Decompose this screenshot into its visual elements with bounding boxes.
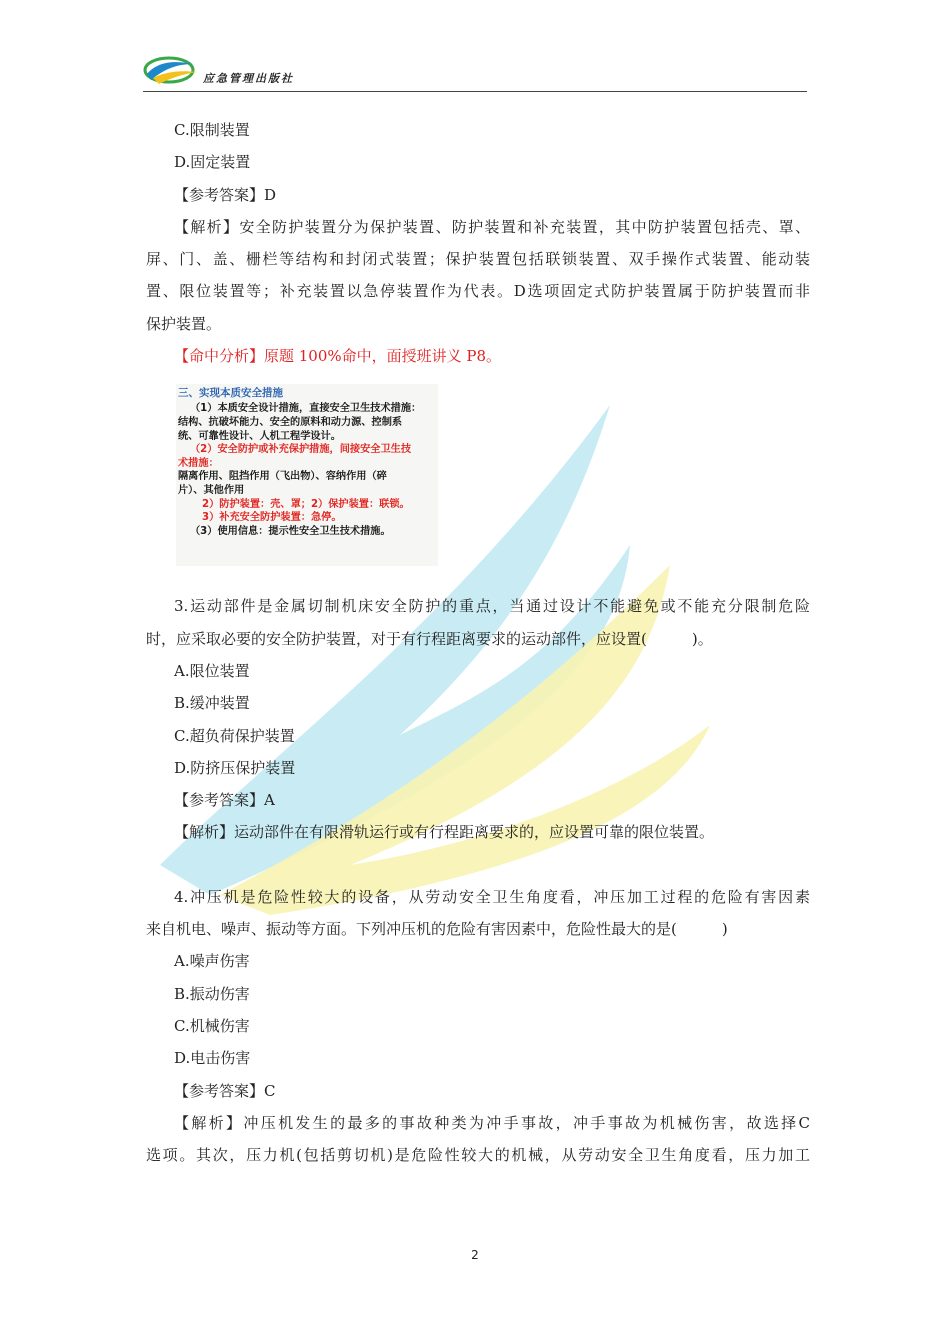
- paragraph-gap: [146, 849, 810, 881]
- slide-line: 术措施：: [178, 457, 219, 469]
- q2-option-c: C.限制装置: [174, 121, 250, 139]
- q3-stem-line: 3.运动部件是金属切制机床安全防护的重点，当通过设计不能避免或不能充分限制危险: [174, 597, 810, 616]
- header-rule: [143, 91, 807, 92]
- q3-option-a: A.限位装置: [174, 661, 250, 680]
- slide-line: 3）补充安全防护装置：急停。: [202, 512, 342, 524]
- q4-option-a: A.噪声伤害: [174, 952, 250, 971]
- slide-line: 统、可靠性设计、人机工程学设计。: [178, 430, 341, 442]
- q2-option-d: D.固定装置: [174, 153, 251, 172]
- slide-body: [178, 402, 436, 538]
- q3-option-d: D.防挤压保护装置: [174, 758, 296, 777]
- lecture-slide-image: [176, 384, 438, 566]
- q4-analysis-line: 选项。其次，压力机(包括剪切机)是危险性较大的机械，从劳动安全卫生角度看，压力加工: [146, 1146, 810, 1165]
- q4-option-c: C.机械伤害: [174, 1016, 250, 1035]
- q4-option-b: B.振动伤害: [174, 984, 250, 1003]
- q3-option-b: B.缓冲装置: [174, 694, 250, 713]
- page-header: [143, 44, 807, 92]
- q2-analysis-line: 【解析】安全防护装置分为保护装置、防护装置和补充装置，其中防护装置包括壳、罩、: [174, 217, 810, 236]
- q3-analysis: 【解析】运动部件在有限滑轨运行或有行程距离要求的，应设置可靠的限位装置。: [174, 823, 715, 842]
- q2-analysis-line: 置、限位装置等；补充装置以急停装置作为代表。D选项固定式防护装置属于防护装置而非: [146, 282, 810, 301]
- q4-stem-line: 来自机电、噪声、振动等方面。下列冲压机的危险有害因素中，危险性最大的是( ): [146, 920, 728, 939]
- q4-analysis-line: 【解析】冲压机发生的最多的事故种类为冲手事故，冲手事故为机械伤害，故选择C: [174, 1113, 810, 1132]
- slide-line: 片）、其他作用: [178, 484, 245, 496]
- slide-line: （1）本质安全设计措施，直接安全卫生技术措施：: [190, 403, 422, 415]
- page-content: [146, 114, 810, 1171]
- q4-answer: 【参考答案】C: [174, 1081, 276, 1100]
- q2-answer: 【参考答案】D: [174, 185, 277, 204]
- slide-line: （2）安全防护或补充保护措施，间接安全卫生技: [190, 444, 412, 456]
- publisher-name: 应急管理出版社: [203, 72, 294, 85]
- q3-stem-line: 时，应采取必要的安全防护装置，对于有行程距离要求的运动部件，应设置( )。: [146, 629, 713, 648]
- slide-line: 隔离作用、阻挡作用（飞出物）、容纳作用（碎: [178, 471, 387, 483]
- q3-answer: 【参考答案】A: [174, 791, 275, 810]
- publisher-logo-icon: [143, 52, 201, 86]
- slide-title: 三、实现本质安全措施: [178, 387, 283, 400]
- slide-line: 2）防护装置：壳、罩；2）保护装置：联锁。: [202, 498, 410, 510]
- q3-option-c: C.超负荷保护装置: [174, 726, 295, 745]
- slide-line: 结构、抗破坏能力、安全的原料和动力源、控制系: [178, 416, 403, 428]
- q4-stem-line: 4.冲压机是危险性较大的设备，从劳动安全卫生角度看，冲压加工过程的危险有害因素: [174, 887, 810, 906]
- q2-analysis-line: 保护装置。: [146, 314, 222, 333]
- q4-option-d: D.电击伤害: [174, 1049, 251, 1068]
- q2-analysis-line: 屏、门、盖、栅栏等结构和封闭式装置；保护装置包括联锁装置、双手操作式装置、能动装: [146, 250, 810, 269]
- page-number: 2: [471, 1248, 479, 1262]
- q2-hit-analysis: 【命中分析】原题 100%命中，面授班讲义 P8。: [174, 347, 502, 366]
- slide-line: （3）使用信息：提示性安全卫生技术措施。: [190, 525, 391, 537]
